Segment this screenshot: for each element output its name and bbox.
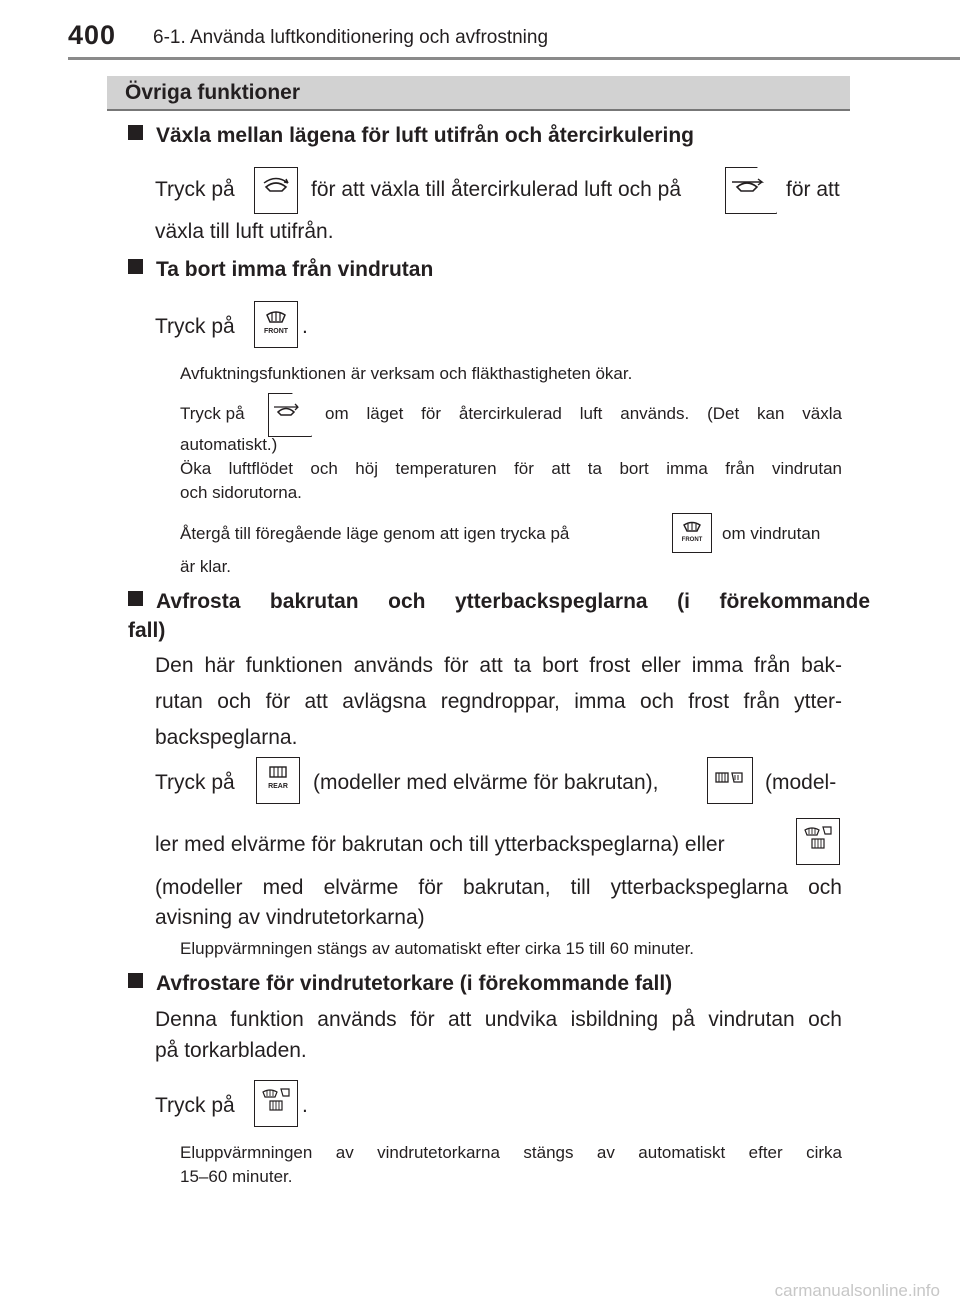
rear-defroster-button[interactable] <box>256 757 300 804</box>
text: rutan och för att avlägsna regndroppar, imma och frost från ytter- <box>155 690 842 713</box>
front-label: FRONT <box>681 537 703 543</box>
text: automatiskt.) <box>180 435 278 454</box>
bullet-square <box>128 973 143 988</box>
rear-defroster-icon <box>257 758 299 803</box>
page-number: 400 <box>68 20 117 50</box>
text: Öka luftflödet och höj temperaturen för att ta bort imma från vindrutan <box>180 459 842 478</box>
text: backspeglarna. <box>155 726 298 749</box>
heading-air-recirculation: Växla mellan lägena för luft utifrån och återcirkulering <box>128 121 876 150</box>
recirculation-icon <box>255 168 297 213</box>
text: växla till luft utifrån. <box>155 220 334 243</box>
front-defroster-button[interactable] <box>254 301 298 348</box>
bullet-square <box>128 591 143 606</box>
rear-mirror-defroster-icon <box>708 758 752 803</box>
watermark: carmanualsonline.info <box>774 1281 940 1300</box>
text: Den här funktionen används för att ta bort frost eller imma från bak- <box>155 654 842 677</box>
front-defroster-icon <box>673 514 711 552</box>
section-title: Övriga funktioner <box>125 81 301 104</box>
text: om läget för återcirkulerad luft används. (Det kan växla <box>325 404 842 423</box>
text: för att <box>786 178 840 201</box>
rear-mirror-defroster-button[interactable] <box>707 757 753 804</box>
rear-mirror-wiper-defroster-button[interactable] <box>796 818 840 865</box>
text: . <box>302 1094 308 1117</box>
front-defroster-icon <box>255 302 297 347</box>
text: . <box>302 315 308 338</box>
text: Tryck på <box>155 1094 235 1117</box>
front-label: FRONT <box>263 328 289 335</box>
recirculation-button[interactable] <box>254 167 298 214</box>
wiper-deicer-icon <box>255 1081 297 1126</box>
outside-air-button-small[interactable] <box>268 393 312 437</box>
front-defroster-button-small[interactable] <box>672 513 712 553</box>
header-rule <box>68 57 960 60</box>
bullet-square <box>128 259 143 274</box>
text: Denna funktion används för att undvika isbildning på vindrutan och <box>155 1008 842 1031</box>
wiper-deicer-button[interactable] <box>254 1080 298 1127</box>
note: Eluppvärmningen av vindrutetorkarna stängs av automatiskt efter cirka <box>180 1143 842 1162</box>
heading-rear-defroster-cont: fall) <box>128 619 166 642</box>
text: och sidorutorna. <box>180 483 302 502</box>
text: Tryck på <box>180 404 245 423</box>
text: avisning av vindrutetorkarna) <box>155 906 425 929</box>
chapter-title: 6-1. Använda luftkonditionering och avfrostning <box>153 27 549 48</box>
text: om vindrutan <box>722 524 821 543</box>
note: Eluppvärmningen stängs av automatiskt efter cirka 15 till 60 minuter. <box>180 939 695 958</box>
text: Tryck på <box>155 771 235 794</box>
text: är klar. <box>180 557 232 576</box>
outside-air-icon <box>269 394 311 436</box>
text: (modeller med elvärme för bakrutan), <box>313 771 659 794</box>
note: Avfuktningsfunktionen är verksam och fläkthastigheten ökar. <box>180 364 633 383</box>
text: Tryck på <box>155 315 235 338</box>
rear-label: REAR <box>268 783 288 790</box>
text: (model- <box>765 771 837 794</box>
heading-wiper-deicer: Avfrostare för vindrutetorkare (i förekommande fall) <box>128 969 876 998</box>
text: Tryck på <box>155 178 235 201</box>
text: ler med elvärme för bakrutan och till ytterbackspeglarna) eller <box>155 833 725 856</box>
section-title-bar <box>107 76 850 111</box>
heading-rear-defroster: Avfrosta bakrutan och ytterbackspeglarna (i förekommande <box>128 587 870 616</box>
outside-air-button[interactable] <box>725 167 777 214</box>
text: för att växla till återcirkulerad luft och på <box>311 178 682 201</box>
outside-air-icon <box>726 168 776 213</box>
note: 15–60 minuter. <box>180 1167 293 1186</box>
heading-defog-windshield: Ta bort imma från vindrutan <box>128 255 876 284</box>
text: Återgå till föregående läge genom att igen trycka på <box>180 524 570 543</box>
text: på torkarbladen. <box>155 1039 307 1062</box>
bullet-square <box>128 125 143 140</box>
rear-mirror-wiper-defroster-icon <box>797 819 839 864</box>
text: (modeller med elvärme för bakrutan, till ytterbackspeglarna och <box>155 876 842 899</box>
